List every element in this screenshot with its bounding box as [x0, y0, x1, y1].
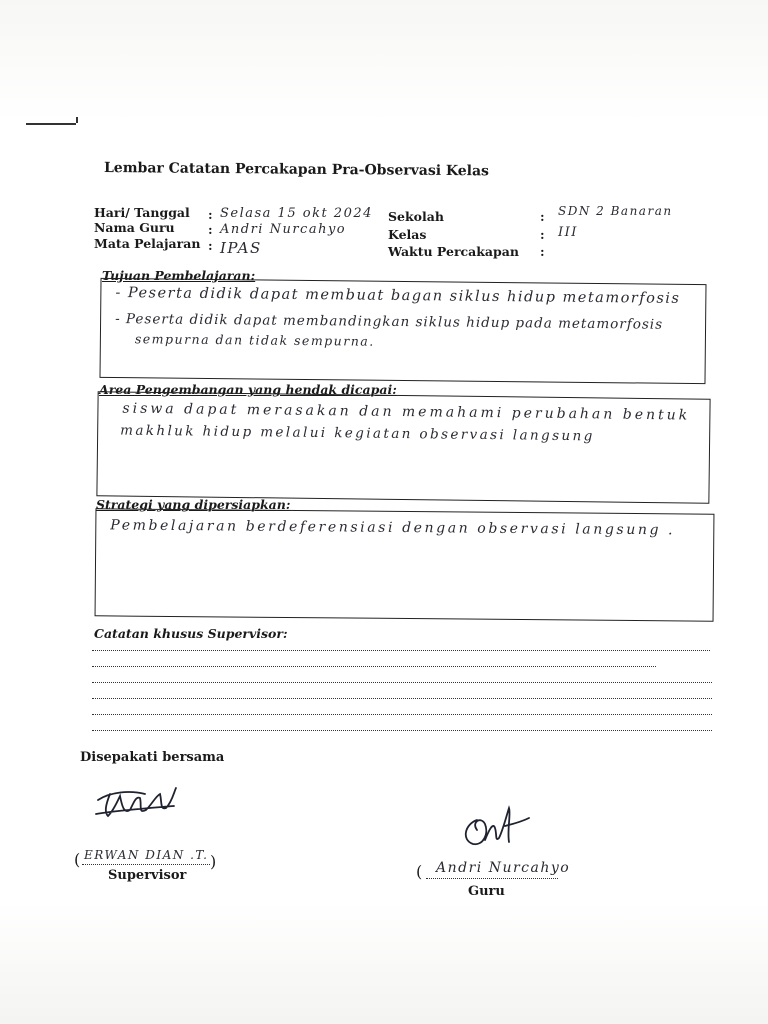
colon: :: [208, 207, 213, 222]
notes-line: [92, 650, 710, 651]
value-sekolah: SDN 2 Banaran: [558, 204, 673, 218]
guru-name-line: [426, 878, 558, 879]
label-hari-tanggal: Hari/ Tanggal: [94, 205, 190, 220]
value-hari-tanggal: Selasa 15 okt 2024: [220, 206, 373, 221]
notes-line: [92, 682, 712, 683]
strategi-line: Pembelajaran berdeferensiasi dengan observasi langsung .: [110, 517, 676, 539]
value-nama-guru: Andri Nurcahyo: [220, 222, 347, 237]
colon: :: [208, 222, 213, 237]
paren-open: (: [416, 862, 423, 881]
supervisor-signature: [90, 780, 190, 830]
area-line: makhluk hidup melalui kegiatan observasi langsung: [120, 422, 595, 445]
paren-open: (: [74, 850, 81, 869]
label-waktu-percakapan: Waktu Percakapan: [388, 244, 519, 259]
value-kelas: III: [558, 225, 578, 240]
label-nama-guru: Nama Guru: [94, 220, 175, 235]
agreement-label: Disepakati bersama: [80, 750, 225, 765]
tujuan-line: - Peserta didik dapat membuat bagan siklus hidup metamorfosis: [115, 284, 681, 307]
section-label-catatan: Catatan khusus Supervisor:: [94, 626, 288, 641]
area-line: siswa dapat merasakan dan memahami perubahan bentuk: [122, 400, 691, 424]
guru-name: Andri Nurcahyo: [436, 860, 571, 876]
section-label-tujuan: Tujuan Pembelajaran:: [102, 268, 256, 283]
area-box: [96, 391, 710, 503]
supervisor-name-line: [82, 864, 210, 865]
guru-role: Guru: [468, 884, 505, 899]
colon: :: [540, 244, 545, 259]
notes-line: [92, 714, 712, 715]
supervisor-role: Supervisor: [108, 868, 187, 883]
tujuan-box: [99, 278, 706, 384]
value-mata-pelajaran: IPAS: [220, 239, 262, 257]
notes-line: [92, 730, 712, 731]
colon: :: [540, 227, 545, 242]
notes-line: [92, 666, 656, 667]
section-label-strategi: Strategi yang dipersiapkan:: [96, 497, 291, 512]
paren-close: ): [210, 852, 217, 871]
tujuan-line: sempurna dan tidak sempurna.: [134, 331, 375, 349]
label-kelas: Kelas: [388, 227, 427, 242]
section-label-area: Area Pengembangan yang hendak dicapai:: [99, 382, 397, 397]
strategi-box: [95, 508, 715, 621]
guru-signature: [455, 800, 535, 860]
label-sekolah: Sekolah: [388, 209, 444, 224]
colon: :: [208, 238, 213, 253]
tujuan-line: - Peserta didik dapat membandingkan siklus hidup pada metamorfosis: [115, 310, 664, 333]
supervisor-name: ERWAN DIAN .T.: [84, 848, 209, 862]
form-title: Lembar Catatan Percakapan Pra-Observasi Kelas: [103, 160, 490, 180]
notes-line: [92, 698, 712, 699]
label-mata-pelajaran: Mata Pelajaran: [94, 236, 201, 251]
corner-mark: [26, 120, 76, 125]
colon: :: [540, 209, 545, 224]
